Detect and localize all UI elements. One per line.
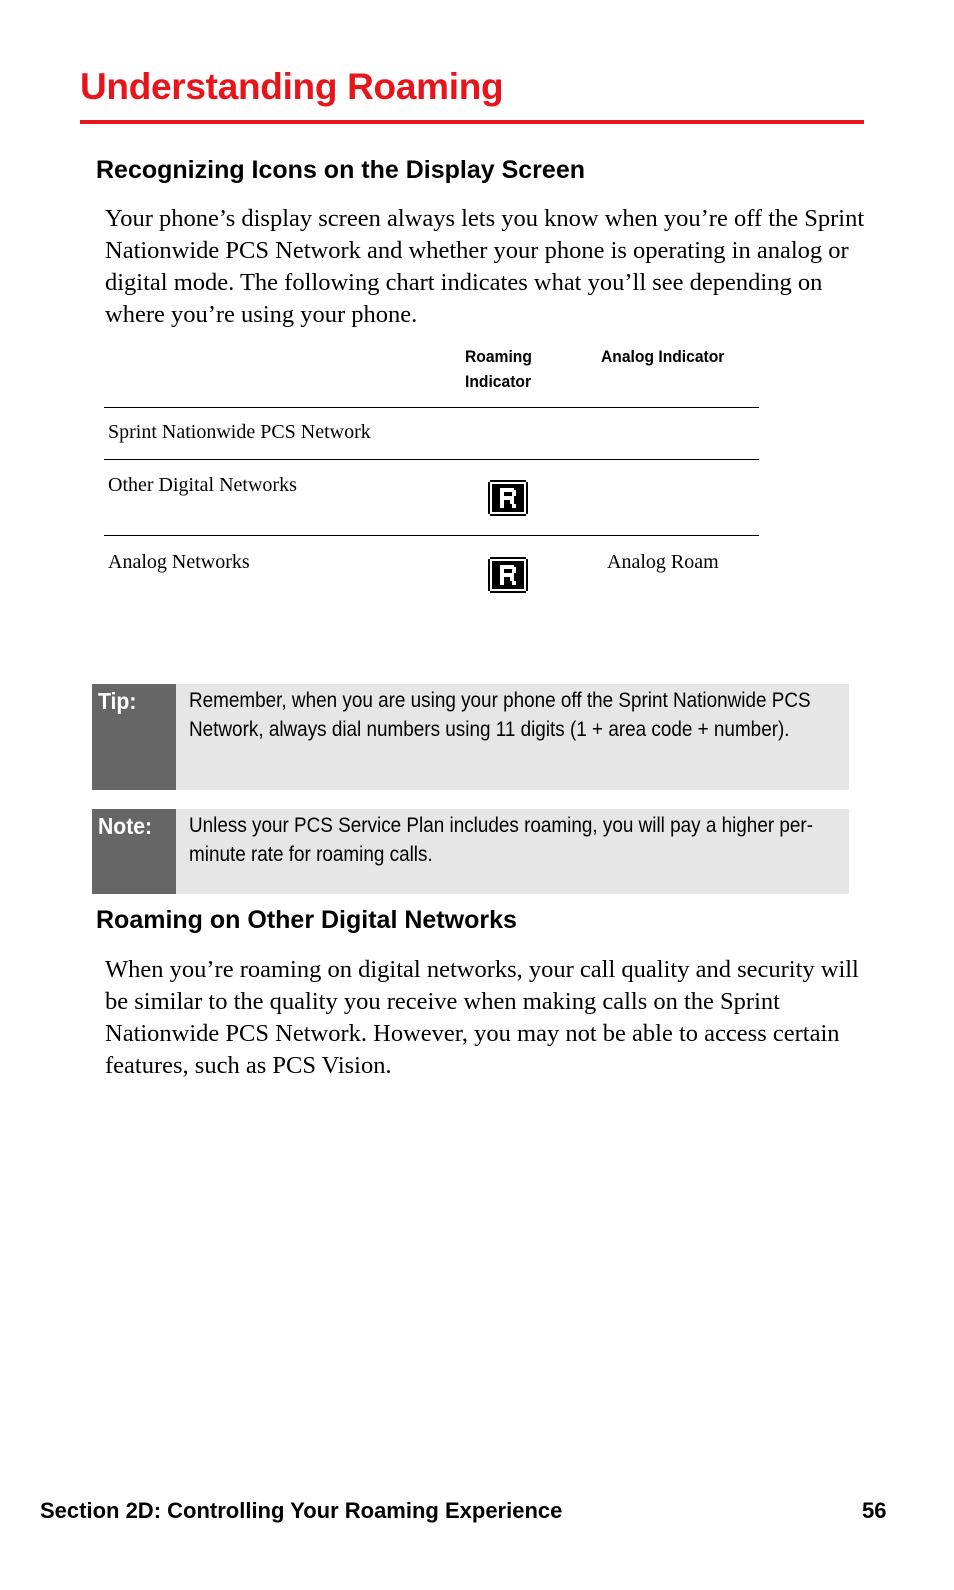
table-row-network: Sprint Nationwide PCS Network: [108, 421, 371, 443]
footer-section-title: Section 2D: Controlling Your Roaming Experience: [40, 1498, 563, 1523]
roaming-r-icon: [488, 557, 528, 593]
table-divider: [104, 407, 759, 408]
digital-roaming-paragraph: When you’re roaming on digital networks, your call quality and security will be similar to the quality you receive when making calls on the Sprint Nationwide PCS Network. However, you may not be able to access certain features, such as PCS Vision.: [105, 956, 859, 1079]
section-heading-digital: Roaming on Other Digital Networks: [96, 906, 517, 934]
tip-text: Remember, when you are using your phone off the Sprint Nationwide PCS Network, always dial numbers using 11 digits (1 + area code + number).: [189, 689, 811, 741]
section-heading-icons: Recognizing Icons on the Display Screen: [96, 156, 585, 184]
tip-label: Tip:: [98, 688, 137, 714]
table-row-network: Other Digital Networks: [108, 474, 297, 496]
tip-callout: [92, 684, 849, 790]
intro-paragraph: Your phone’s display screen always lets you know when you’re off the Sprint Nationwide PCS Network and whether your phone is operating in analog or digital mode. The following chart indicates what you’ll see depending on where you’re using your phone.: [105, 205, 865, 328]
column-header-roaming-line2: Indicator: [465, 372, 532, 391]
note-callout: [92, 809, 849, 894]
column-header-roaming-line1: Roaming: [465, 347, 532, 366]
roaming-r-icon: [488, 480, 528, 516]
table-row-network: Analog Networks: [108, 551, 250, 573]
title-rule: [80, 120, 864, 124]
table-divider: [104, 535, 759, 536]
note-text: Unless your PCS Service Plan includes roaming, you will pay a higher per-minute rate for roaming calls.: [189, 814, 813, 866]
page-title: Understanding Roaming: [80, 66, 504, 107]
table-divider: [104, 459, 759, 460]
note-label: Note:: [98, 813, 153, 839]
page-number: 56: [862, 1498, 887, 1523]
column-header-analog: Analog Indicator: [601, 347, 725, 366]
table-cell-analog-indicator: Analog Roam: [607, 551, 719, 573]
column-header-roaming: [465, 344, 532, 394]
